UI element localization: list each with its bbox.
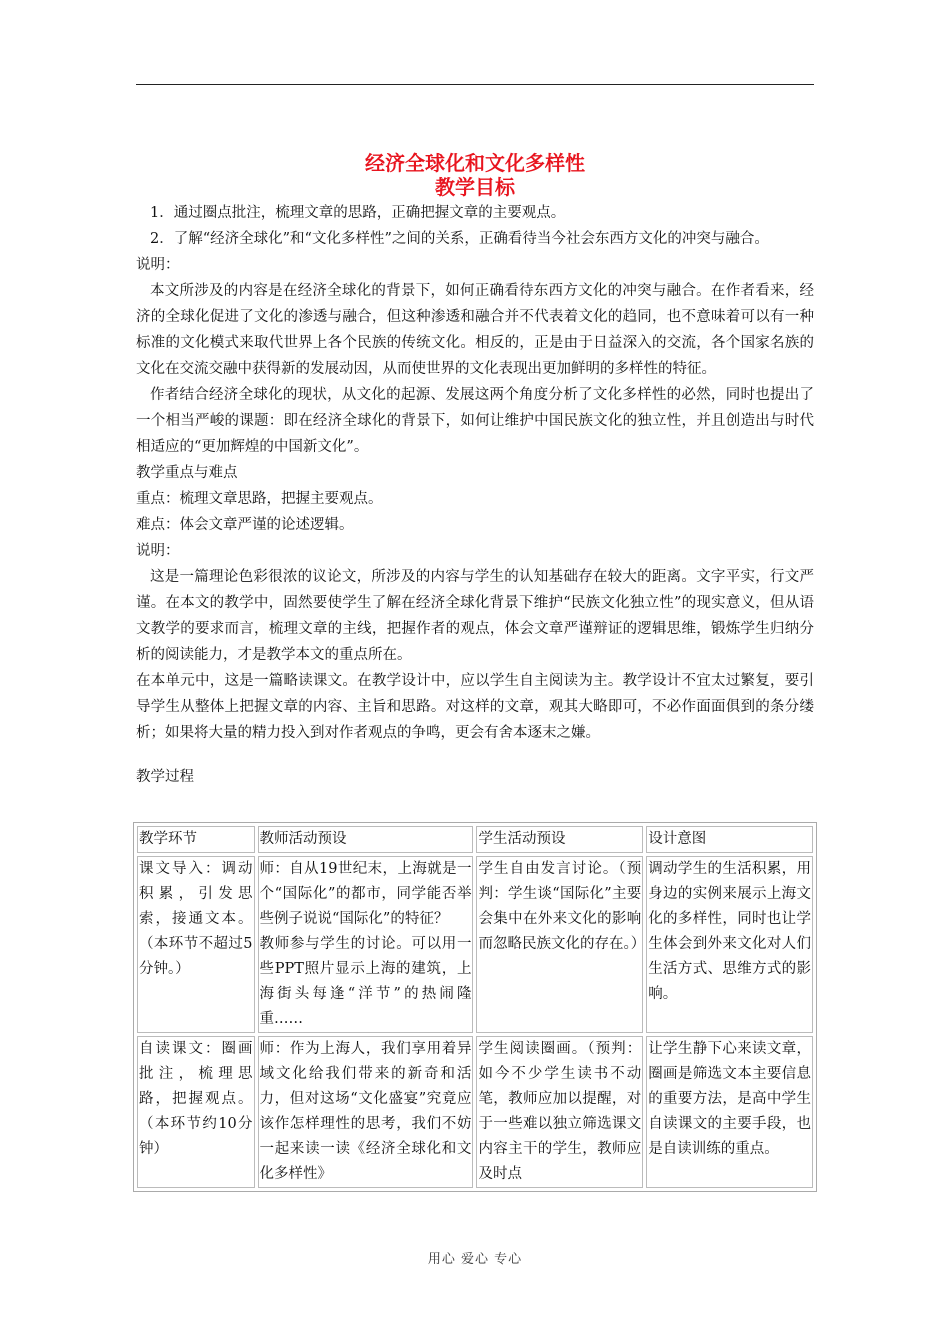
note-paragraph: 这是一篇理论色彩很浓的议论文，所涉及的内容与学生的认知基础存在较大的距离。文字平实，行文严谨。在本文的教学中，固然要使学生了解在经济全球化背景下维护“民族文化独立性”的现实意义，但从语文教学的要求而言，梳理文章的主线，把握作者的观点，体会文章严谨辩证的逻辑思维，锻炼学生归纳分析的阅读能力，才是教学本文的重点所在。 bbox=[136, 569, 814, 663]
table-header-cell: 教师活动预设 bbox=[258, 826, 474, 853]
note-paragraph: 本文所涉及的内容是在经济全球化的背景下，如何正确看待东西方文化的冲突与融合。在作者看来，经济的全球化促进了文化的渗透与融合，但这种渗透和融合并不代表着文化的趋同，也不意味着可以有一种标准的文化模式来取代世界上各个民族的传统文化。相反的，正是由于日益深入的交流，各个国家名族的文化在交流交融中获得新的发展动因，从而使世界的文化表现出更加鲜明的多样性的特征。 bbox=[136, 283, 814, 377]
key-heading: 教学重点与难点 bbox=[136, 465, 238, 481]
document-body bbox=[136, 200, 814, 790]
header-rule bbox=[136, 84, 814, 85]
section-title-objectives: 教学目标 bbox=[435, 175, 515, 199]
document-title: 经济全球化和文化多样性 bbox=[365, 151, 585, 175]
table-cell: 学生自由发言讨论。（预判：学生谈“国际化”主要会集中在外来文化的影响而忽略民族文化的存在。） bbox=[476, 856, 643, 1033]
table-header-cell: 设计意图 bbox=[646, 826, 813, 853]
process-heading: 教学过程 bbox=[136, 769, 194, 785]
table-header-cell: 学生活动预设 bbox=[476, 826, 643, 853]
table-row bbox=[137, 1036, 813, 1188]
table-cell: 自读课文：圈画批注，梳理思路，把握观点。（本环节约10分钟） bbox=[137, 1036, 255, 1188]
key-point: 重点：梳理文章思路，把握主要观点。 bbox=[136, 491, 383, 507]
table-cell: 让学生静下心来读文章，圈画是筛选文本主要信息的重要方法，是高中学生自读课文的主要手段，也是自读训练的重点。 bbox=[646, 1036, 813, 1188]
difficult-point: 难点：体会文章严谨的论述逻辑。 bbox=[136, 517, 354, 533]
teaching-process-table bbox=[133, 822, 817, 1192]
note-label: 说明： bbox=[136, 257, 180, 273]
page-footer: 用心 爱心 专心 bbox=[427, 1252, 523, 1267]
note-paragraph: 作者结合经济全球化的现状，从文化的起源、发展这两个角度分析了文化多样性的必然，同时也提出了一个相当严峻的课题：即在经济全球化的背景下，如何让维护中国民族文化的独立性，并且创造出与时代相适应的“更加辉煌的中国新文化”。 bbox=[136, 387, 814, 455]
table-cell: 师：作为上海人，我们享用着异域文化给我们带来的新奇和活力，但对这场“文化盛宴”究竟应该作怎样理性的思考，我们不妨一起来读一读《经济全球化和文化多样性》 bbox=[258, 1036, 474, 1188]
objective-1: 1．通过圈点批注，梳理文章的思路，正确把握文章的主要观点。 bbox=[150, 205, 566, 221]
table-row bbox=[137, 856, 813, 1033]
unit-paragraph: 在本单元中，这是一篇略读课文。在教学设计中，应以学生自主阅读为主。教学设计不宜太过繁复，要引导学生从整体上把握文章的内容、主旨和思路。对这样的文章，观其大略即可，不必作面面俱到的条分缕析；如果将大量的精力投入到对作者观点的争鸣，更会有舍本逐末之嫌。 bbox=[136, 673, 814, 741]
table-cell: 师：自从19世纪末，上海就是一个“国际化”的都市，同学能否举些例子说说“国际化”的特征？ 教师参与学生的讨论。可以用一些PPT照片显示上海的建筑，上海街头每逢“洋节”的热闹隆重…… bbox=[258, 856, 474, 1033]
objective-2: 2．了解“经济全球化”和“文化多样性”之间的关系，正确看待当今社会东西方文化的冲突与融合。 bbox=[150, 231, 769, 247]
table-header-row bbox=[137, 826, 813, 853]
table-cell: 调动学生的生活积累，用身边的实例来展示上海文化的多样性，同时也让学生体会到外来文化对人们生活方式、思维方式的影响。 bbox=[646, 856, 813, 1033]
note-label: 说明： bbox=[136, 543, 180, 559]
table-cell: 课文导入：调动积累，引发思索，接通文本。（本环节不超过5分钟。） bbox=[137, 856, 255, 1033]
table-header-cell: 教学环节 bbox=[137, 826, 255, 853]
table-cell: 学生阅读圈画。（预判：如今不少学生读书不动笔，教师应加以提醒，对于一些难以独立筛选课文内容主干的学生，教师应及时点 bbox=[476, 1036, 643, 1188]
